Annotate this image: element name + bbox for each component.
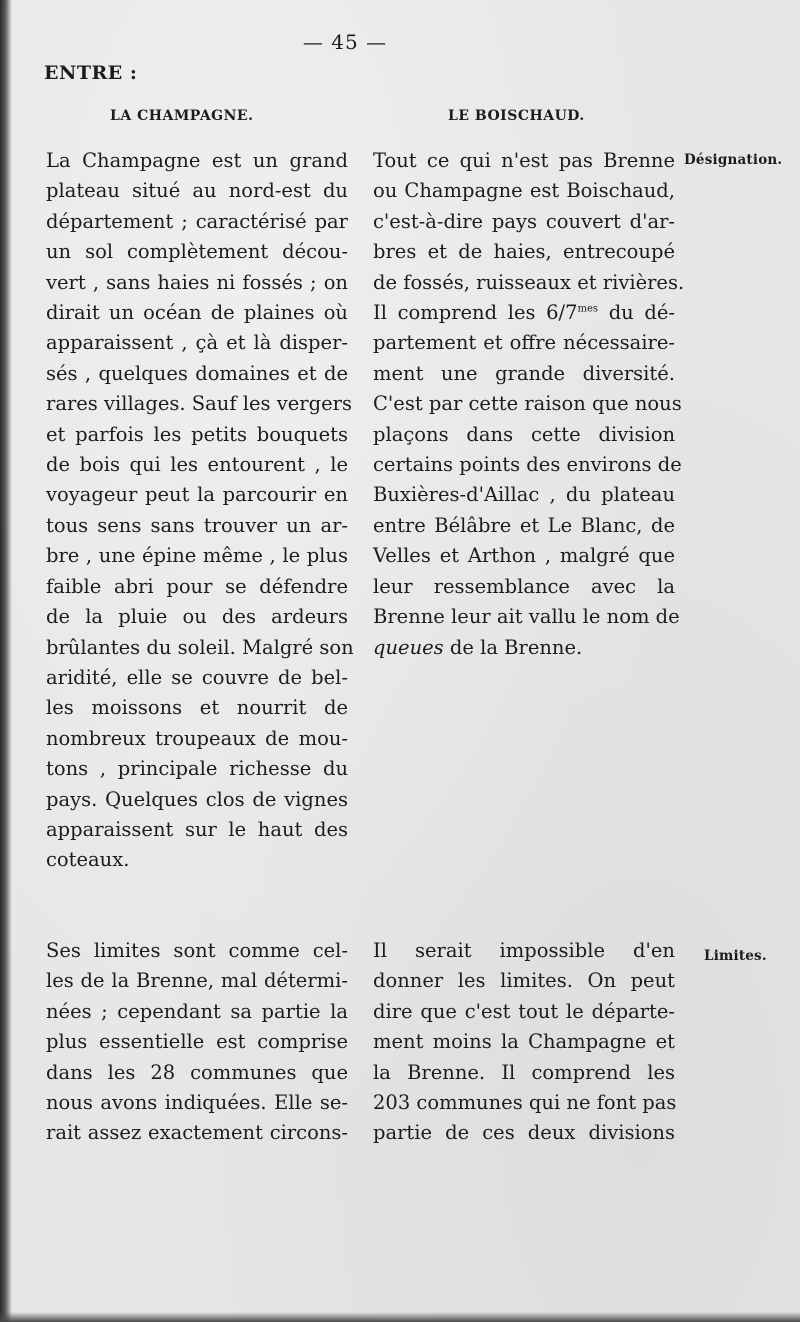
text-line: c'est-à-dire pays couvert d'ar- — [373, 209, 675, 233]
text-line: plus essentielle est comprise — [46, 1030, 348, 1054]
text-line: certains points des environs de — [373, 453, 682, 477]
fraction-text: Il comprend les 6/7 — [373, 301, 578, 325]
text-line: département ; caractérisé par — [46, 209, 348, 233]
text-line: ment moins la Champagne et — [373, 1030, 675, 1054]
champagne-description — [46, 146, 354, 876]
text-line: dire que c'est tout le départe- — [373, 999, 675, 1023]
text-line: entre Bélâbre et Le Blanc, de — [373, 513, 675, 537]
text-line: Tout ce qui n'est pas Brenne — [373, 149, 675, 172]
boischaud-limits — [373, 936, 675, 1149]
text-line: faible abri pour se défendre — [46, 574, 348, 598]
text-line: brûlantes du soleil. Malgré son — [46, 635, 354, 659]
text-line: La Champagne est un grand — [46, 149, 348, 172]
page-number: — 45 — — [302, 30, 388, 54]
section-title-entre: ENTRE : — [44, 62, 138, 84]
text-line: sés , quelques domaines et de — [46, 361, 348, 385]
margin-note-limites: Limites. — [704, 948, 767, 964]
fraction-superscript: mes — [577, 303, 599, 315]
text-line: tous sens sans trouver un ar- — [46, 513, 348, 537]
text-line: apparaissent , çà et là disper- — [46, 331, 348, 355]
text-line: C'est par cette raison que nous — [373, 392, 682, 416]
queues-italic: queues — [373, 635, 444, 659]
fraction-rest: du dé- — [598, 301, 675, 325]
text-line: coteaux. — [46, 848, 130, 872]
text-line: nous avons indiquées. Elle se- — [46, 1091, 348, 1115]
text-line: bres et de haies, entrecoupé — [373, 240, 675, 264]
text-line-queues — [373, 633, 675, 663]
text-line: nées ; cependant sa partie la — [46, 999, 348, 1023]
text-line: Ses limites sont comme cel- — [46, 939, 348, 962]
text-line: de la pluie ou des ardeurs — [46, 605, 348, 629]
text-line: les moissons et nourrit de — [46, 696, 348, 720]
text-line: 203 communes qui ne font pas — [373, 1091, 677, 1115]
text-line: vert , sans haies ni fossés ; on — [46, 270, 348, 294]
text-line: un sol complètement décou- — [46, 240, 348, 264]
text-line: partement et offre nécessaire- — [373, 331, 675, 355]
margin-note-designation: Désignation. — [684, 152, 783, 168]
text-line: et parfois les petits bouquets — [46, 422, 348, 446]
text-line: les de la Brenne, mal détermi- — [46, 969, 348, 993]
text-line: la Brenne. Il comprend les — [373, 1060, 675, 1084]
text-line: Velles et Arthon , malgré que — [373, 544, 675, 568]
text-line: leur ressemblance avec la — [373, 574, 675, 598]
text-line: plaçons dans cette division — [373, 422, 675, 446]
text-line: Brenne leur ait vallu le nom de — [373, 605, 680, 629]
text-line: pays. Quelques clos de vignes — [46, 787, 348, 811]
text-line: dirait un océan de plaines où — [46, 301, 348, 325]
text-line: bre , une épine même , le plus — [46, 544, 348, 568]
text-line: apparaissent sur le haut des — [46, 817, 348, 841]
text-line: rares villages. Sauf les vergers — [46, 392, 352, 416]
text-line-fraction — [373, 298, 675, 328]
queues-rest: de la Brenne. — [443, 635, 583, 659]
text-line: rait assez exactement circons- — [46, 1121, 348, 1145]
text-line: de fossés, ruisseaux et rivières. — [373, 270, 685, 294]
text-line: ment une grande diversité. — [373, 361, 675, 385]
text-line: donner les limites. On peut — [373, 969, 675, 993]
boischaud-description — [373, 146, 685, 663]
text-line: Il serait impossible d'en — [373, 939, 675, 962]
text-line: de bois qui les entourent , le — [46, 453, 348, 477]
text-line: partie de ces deux divisions — [373, 1121, 675, 1145]
text-line: plateau situé au nord-est du — [46, 179, 348, 203]
text-line: aridité, elle se couvre de bel- — [46, 665, 348, 689]
text-line: voyageur peut la parcourir en — [46, 483, 348, 507]
heading-boischaud: LE BOISCHAUD. — [448, 108, 585, 124]
text-line: Buxières-d'Aillac , du plateau — [373, 483, 675, 507]
text-line: dans les 28 communes que — [46, 1060, 348, 1084]
heading-champagne: LA CHAMPAGNE. — [110, 108, 254, 124]
text-line: nombreux troupeaux de mou- — [46, 726, 348, 750]
champagne-limits — [46, 936, 348, 1149]
text-line: ou Champagne est Boischaud, — [373, 179, 675, 203]
text-line: tons , principale richesse du — [46, 757, 348, 781]
